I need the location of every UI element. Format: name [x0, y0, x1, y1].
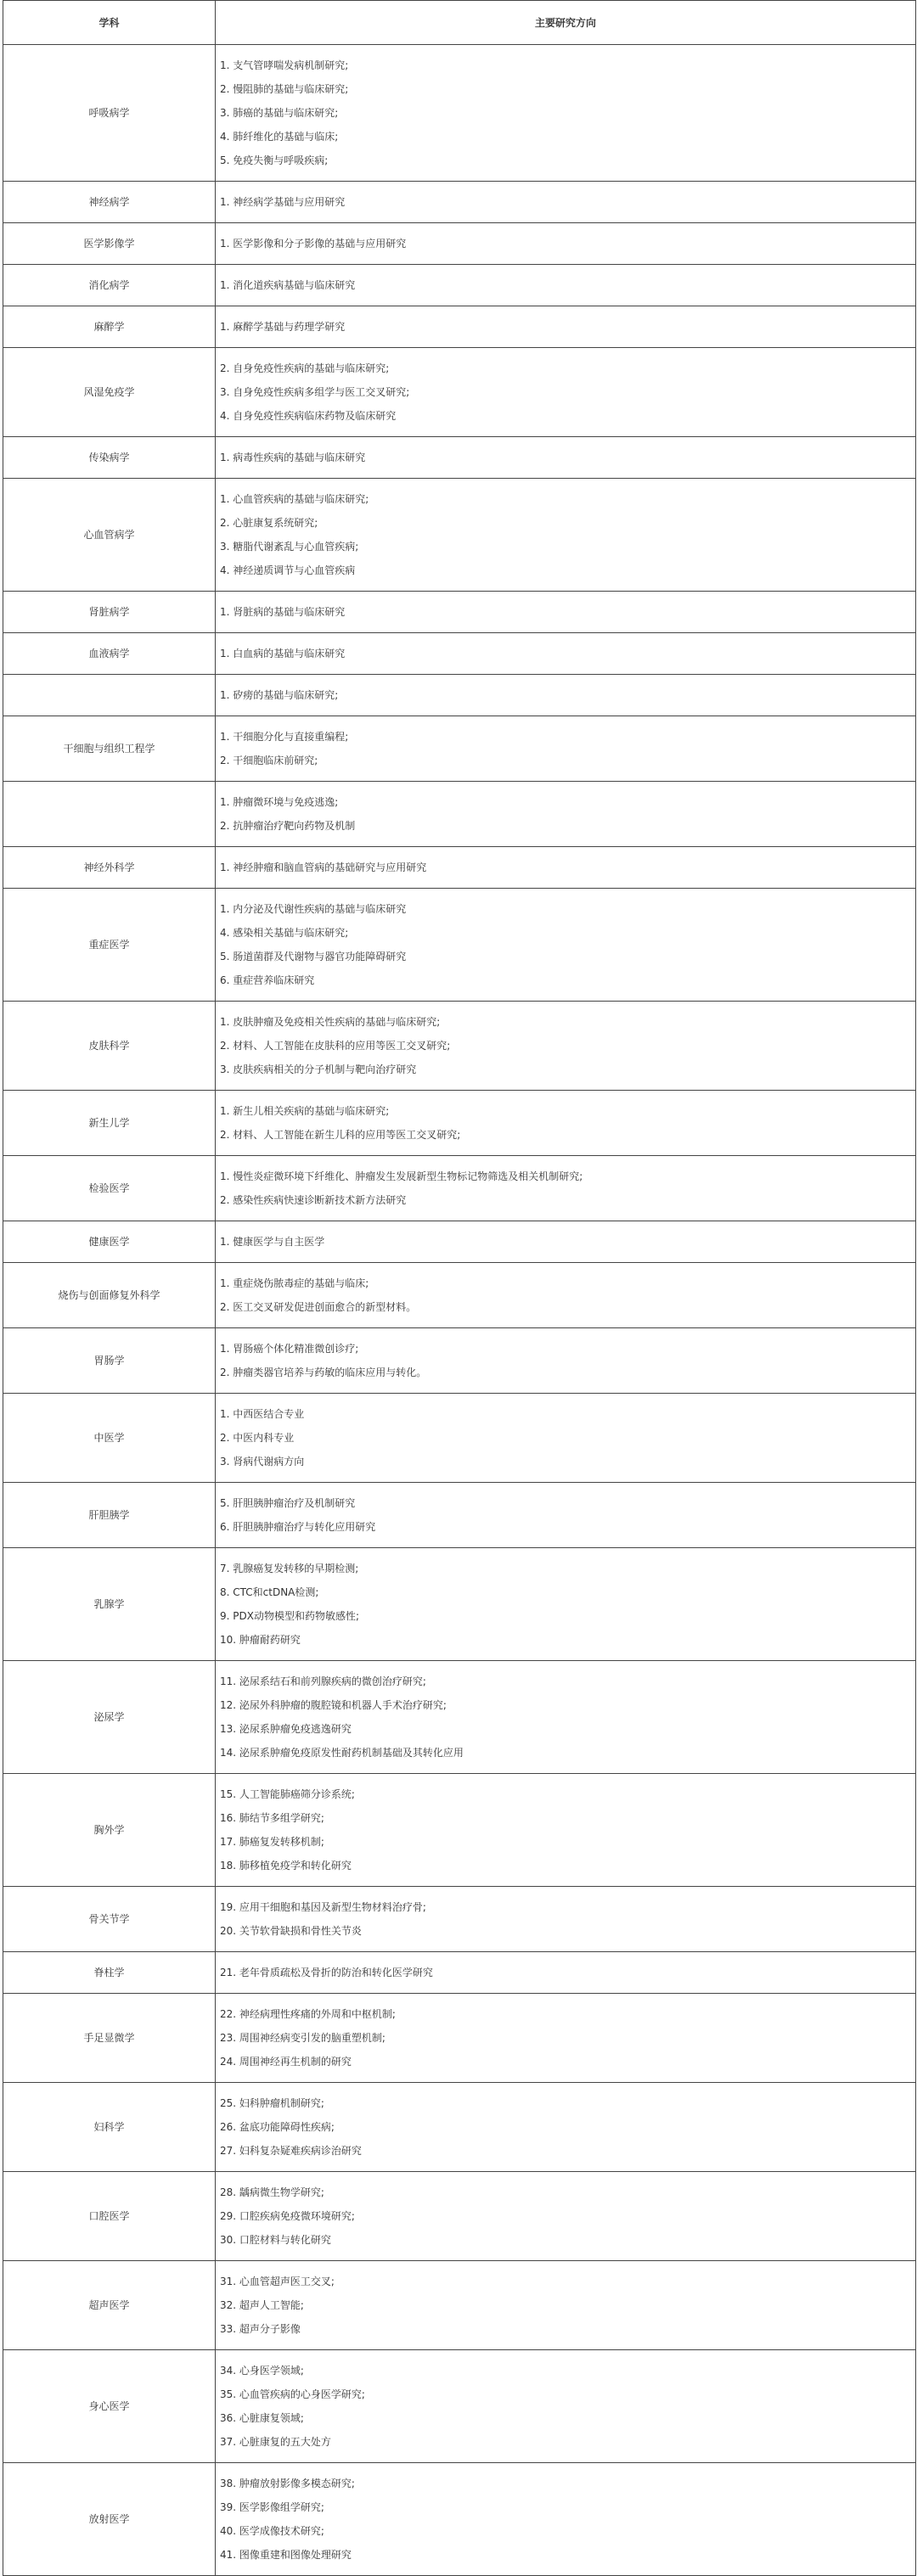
subject-cell: 皮肤科学 — [3, 1002, 216, 1091]
directions-cell — [216, 182, 916, 223]
directions-cell — [216, 847, 916, 889]
direction-item: 10. 肿瘤耐药研究 — [220, 1634, 301, 1646]
table-row — [3, 889, 916, 1002]
direction-item: 14. 泌尿系肿瘤免疫原发性耐药机制基础及其转化应用 — [220, 1747, 464, 1759]
directions-cell — [216, 1483, 916, 1548]
direction-item: 1. 病毒性疾病的基础与临床研究 — [220, 452, 366, 463]
table-row — [3, 1091, 916, 1156]
direction-item: 1. 麻醉学基础与药理学研究 — [220, 321, 346, 333]
direction-item: 3. 肾病代谢病方向 — [220, 1456, 305, 1468]
table-row — [3, 675, 916, 716]
directions-cell — [216, 1774, 916, 1887]
subject-cell: 传染病学 — [3, 437, 216, 479]
direction-item: 2. 医工交叉研发促进创面愈合的新型材料。 — [220, 1301, 417, 1313]
table-row — [3, 782, 916, 847]
subject-cell — [3, 782, 216, 847]
direction-item: 38. 肿瘤放射影像多模态研究; — [220, 2478, 355, 2489]
directions-cell — [216, 633, 916, 675]
direction-item: 1. 医学影像和分子影像的基础与应用研究 — [220, 238, 407, 250]
table-row — [3, 1002, 916, 1091]
header-directions: 主要研究方向 — [216, 1, 916, 45]
directions-cell — [216, 782, 916, 847]
direction-item: 18. 肺移植免疫学和转化研究 — [220, 1860, 352, 1872]
directions-cell — [216, 479, 916, 592]
subject-cell: 乳腺学 — [3, 1548, 216, 1661]
subject-cell: 骨关节学 — [3, 1887, 216, 1952]
subject-cell: 神经外科学 — [3, 847, 216, 889]
subject-cell: 脊柱学 — [3, 1952, 216, 1994]
direction-item: 2. 自身免疫性疾病的基础与临床研究; — [220, 362, 390, 374]
table-row — [3, 306, 916, 348]
direction-item: 1. 神经肿瘤和脑血管病的基础研究与应用研究 — [220, 861, 427, 873]
directions-cell — [216, 1952, 916, 1994]
direction-item: 11. 泌尿系结石和前列腺疾病的微创治疗研究; — [220, 1675, 426, 1687]
direction-item: 4. 神经递质调节与心血管疾病 — [220, 564, 356, 576]
direction-item: 32. 超声人工智能; — [220, 2299, 304, 2311]
direction-item: 17. 肺癌复发转移机制; — [220, 1836, 324, 1848]
direction-item: 1. 皮肤肿瘤及免疫相关性疾病的基础与临床研究; — [220, 1016, 441, 1028]
subject-cell: 健康医学 — [3, 1221, 216, 1263]
direction-item: 25. 妇科肿瘤机制研究; — [220, 2097, 324, 2109]
direction-item: 19. 应用干细胞和基因及新型生物材料治疗骨; — [220, 1901, 426, 1913]
subject-cell — [3, 675, 216, 716]
direction-item: 33. 超声分子影像 — [220, 2323, 301, 2335]
direction-item: 1. 心血管疾病的基础与临床研究; — [220, 493, 369, 505]
subject-cell: 检验医学 — [3, 1156, 216, 1221]
table-row — [3, 1952, 916, 1994]
direction-item: 40. 医学成像技术研究; — [220, 2525, 324, 2537]
direction-item: 5. 肠道菌群及代谢物与器官功能障碍研究 — [220, 951, 407, 962]
direction-item: 2. 中医内科专业 — [220, 1432, 295, 1444]
subject-cell: 烧伤与创面修复外科学 — [3, 1263, 216, 1328]
directions-cell — [216, 45, 916, 182]
subject-cell: 身心医学 — [3, 2350, 216, 2463]
direction-item: 22. 神经病理性疼痛的外周和中枢机制; — [220, 2008, 396, 2020]
direction-item: 2. 材料、人工智能在皮肤科的应用等医工交叉研究; — [220, 1040, 451, 1052]
direction-item: 1. 重症烧伤脓毒症的基础与临床; — [220, 1277, 369, 1289]
header-subject: 学科 — [3, 1, 216, 45]
directions-cell — [216, 348, 916, 437]
directions-cell — [216, 1328, 916, 1394]
direction-item: 34. 心身医学领域; — [220, 2365, 304, 2377]
table-row — [3, 1887, 916, 1952]
direction-item: 1. 消化道疾病基础与临床研究 — [220, 279, 356, 291]
direction-item: 30. 口腔材料与转化研究 — [220, 2234, 331, 2246]
directions-cell — [216, 1661, 916, 1774]
directions-cell — [216, 2261, 916, 2350]
table-row — [3, 847, 916, 889]
table-row — [3, 1774, 916, 1887]
direction-item: 7. 乳腺癌复发转移的早期检测; — [220, 1563, 359, 1574]
direction-item: 3. 自身免疫性疾病多组学与医工交叉研究; — [220, 386, 410, 398]
subject-cell: 中医学 — [3, 1394, 216, 1483]
direction-item: 1. 矽痨的基础与临床研究; — [220, 689, 339, 701]
direction-item: 6. 重症营养临床研究 — [220, 974, 315, 986]
direction-item: 1. 肿瘤微环境与免疫逃逸; — [220, 796, 339, 808]
directions-cell — [216, 675, 916, 716]
directions-cell — [216, 592, 916, 633]
direction-item: 3. 肺癌的基础与临床研究; — [220, 107, 339, 119]
table-row — [3, 1221, 916, 1263]
table-row — [3, 437, 916, 479]
subject-cell: 妇科学 — [3, 2083, 216, 2172]
direction-item: 36. 心脏康复领域; — [220, 2412, 304, 2424]
direction-item: 6. 肝胆胰肿瘤治疗与转化应用研究 — [220, 1521, 376, 1533]
subject-cell: 神经病学 — [3, 182, 216, 223]
table-row — [3, 1328, 916, 1394]
direction-item: 2. 心脏康复系统研究; — [220, 517, 318, 529]
direction-item: 12. 泌尿外科肿瘤的腹腔镜和机器人手术治疗研究; — [220, 1699, 447, 1711]
table-row — [3, 2463, 916, 2576]
directions-cell — [216, 1887, 916, 1952]
directions-cell — [216, 265, 916, 306]
direction-item: 2. 干细胞临床前研究; — [220, 755, 318, 766]
direction-item: 39. 医学影像组学研究; — [220, 2501, 324, 2513]
subject-cell: 口腔医学 — [3, 2172, 216, 2261]
directions-cell — [216, 1263, 916, 1328]
research-directions-table — [3, 0, 916, 2576]
direction-item: 4. 感染相关基础与临床研究; — [220, 927, 349, 939]
direction-item: 16. 肺结节多组学研究; — [220, 1812, 324, 1824]
subject-cell: 风湿免疫学 — [3, 348, 216, 437]
table-row — [3, 223, 916, 265]
table-row — [3, 1483, 916, 1548]
subject-cell: 医学影像学 — [3, 223, 216, 265]
direction-item: 15. 人工智能肺癌筛分诊系统; — [220, 1788, 355, 1800]
direction-item: 1. 肾脏病的基础与临床研究 — [220, 606, 346, 618]
direction-item: 5. 肝胆胰肿瘤治疗及机制研究 — [220, 1497, 356, 1509]
table-row — [3, 182, 916, 223]
subject-cell: 泌尿学 — [3, 1661, 216, 1774]
subject-cell: 超声医学 — [3, 2261, 216, 2350]
subject-cell: 肝胆胰学 — [3, 1483, 216, 1548]
table-row — [3, 1394, 916, 1483]
subject-cell: 胃肠学 — [3, 1328, 216, 1394]
table-row — [3, 592, 916, 633]
direction-item: 1. 干细胞分化与直接重编程; — [220, 731, 349, 743]
direction-item: 1. 内分泌及代谢性疾病的基础与临床研究 — [220, 903, 407, 915]
subject-cell: 手足显微学 — [3, 1994, 216, 2083]
table-row — [3, 1661, 916, 1774]
table-row — [3, 479, 916, 592]
directions-cell — [216, 1994, 916, 2083]
directions-cell — [216, 437, 916, 479]
direction-item: 3. 糖脂代谢紊乱与心血管疾病; — [220, 541, 359, 553]
subject-cell: 血液病学 — [3, 633, 216, 675]
direction-item: 4. 肺纤维化的基础与临床; — [220, 131, 339, 143]
direction-item: 1. 支气管哮喘发病机制研究; — [220, 59, 349, 71]
directions-cell — [216, 2350, 916, 2463]
table-row — [3, 1548, 916, 1661]
directions-cell — [216, 1156, 916, 1221]
direction-item: 20. 关节软骨缺损和骨性关节炎 — [220, 1925, 362, 1937]
table-header-row — [3, 1, 916, 45]
direction-item: 2. 感染性疾病快速诊断新技术新方法研究 — [220, 1194, 407, 1206]
direction-item: 1. 胃肠癌个体化精准微创诊疗; — [220, 1343, 359, 1355]
direction-item: 41. 图像重建和图像处理研究 — [220, 2549, 352, 2561]
direction-item: 1. 神经病学基础与应用研究 — [220, 196, 346, 208]
table-body — [3, 45, 916, 2576]
direction-item: 27. 妇科复杂疑难疾病诊治研究 — [220, 2145, 362, 2157]
direction-item: 1. 慢性炎症微环境下纤维化、肿瘤发生发展新型生物标记物筛选及相关机制研究; — [220, 1170, 583, 1182]
direction-item: 1. 中西医结合专业 — [220, 1408, 305, 1420]
direction-item: 21. 老年骨质疏松及骨折的防治和转化医学研究 — [220, 1967, 433, 1978]
table-row — [3, 348, 916, 437]
subject-cell: 新生儿学 — [3, 1091, 216, 1156]
directions-cell — [216, 223, 916, 265]
direction-item: 9. PDX动物模型和药物敏感性; — [220, 1610, 360, 1622]
directions-cell — [216, 2463, 916, 2576]
direction-item: 3. 皮肤疾病相关的分子机制与靶向治疗研究 — [220, 1064, 417, 1075]
direction-item: 23. 周围神经病变引发的脑重塑机制; — [220, 2032, 385, 2044]
directions-cell — [216, 1394, 916, 1483]
directions-cell — [216, 1091, 916, 1156]
directions-cell — [216, 1002, 916, 1091]
direction-item: 24. 周围神经再生机制的研究 — [220, 2056, 352, 2068]
direction-item: 1. 新生儿相关疾病的基础与临床研究; — [220, 1105, 390, 1117]
direction-item: 37. 心脏康复的五大处方 — [220, 2436, 331, 2448]
subject-cell: 麻醉学 — [3, 306, 216, 348]
table-row — [3, 2261, 916, 2350]
subject-cell: 肾脏病学 — [3, 592, 216, 633]
direction-item: 29. 口腔疾病免疫微环境研究; — [220, 2210, 355, 2222]
direction-item: 13. 泌尿系肿瘤免疫逃逸研究 — [220, 1723, 352, 1735]
directions-cell — [216, 1548, 916, 1661]
direction-item: 2. 抗肿瘤治疗靶向药物及机制 — [220, 820, 356, 832]
table-row — [3, 1156, 916, 1221]
direction-item: 1. 白血病的基础与临床研究 — [220, 648, 346, 659]
table-row — [3, 1263, 916, 1328]
subject-cell: 重症医学 — [3, 889, 216, 1002]
directions-cell — [216, 306, 916, 348]
direction-item: 8. CTC和ctDNA检测; — [220, 1586, 319, 1598]
subject-cell: 干细胞与组织工程学 — [3, 716, 216, 782]
table-row — [3, 265, 916, 306]
subject-cell: 心血管病学 — [3, 479, 216, 592]
directions-cell — [216, 2083, 916, 2172]
table-row — [3, 45, 916, 182]
direction-item: 2. 肿瘤类器官培养与药敏的临床应用与转化。 — [220, 1367, 427, 1378]
direction-item: 35. 心血管疾病的心身医学研究; — [220, 2388, 365, 2400]
table-row — [3, 716, 916, 782]
directions-cell — [216, 889, 916, 1002]
direction-item: 1. 健康医学与自主医学 — [220, 1236, 325, 1248]
subject-cell: 消化病学 — [3, 265, 216, 306]
direction-item: 4. 自身免疫性疾病临床药物及临床研究 — [220, 410, 397, 422]
table-row — [3, 2172, 916, 2261]
directions-cell — [216, 2172, 916, 2261]
directions-cell — [216, 716, 916, 782]
table-row — [3, 1994, 916, 2083]
direction-item: 31. 心血管超声医工交叉; — [220, 2276, 335, 2287]
direction-item: 28. 龋病微生物学研究; — [220, 2186, 324, 2198]
subject-cell: 呼吸病学 — [3, 45, 216, 182]
direction-item: 5. 免疫失衡与呼吸疾病; — [220, 154, 329, 166]
subject-cell: 放射医学 — [3, 2463, 216, 2576]
table-row — [3, 2350, 916, 2463]
direction-item: 2. 材料、人工智能在新生儿科的应用等医工交叉研究; — [220, 1129, 461, 1141]
direction-item: 26. 盆底功能障碍性疾病; — [220, 2121, 335, 2133]
direction-item: 2. 慢阻肺的基础与临床研究; — [220, 83, 349, 95]
directions-cell — [216, 1221, 916, 1263]
table-row — [3, 633, 916, 675]
table-row — [3, 2083, 916, 2172]
subject-cell: 胸外学 — [3, 1774, 216, 1887]
